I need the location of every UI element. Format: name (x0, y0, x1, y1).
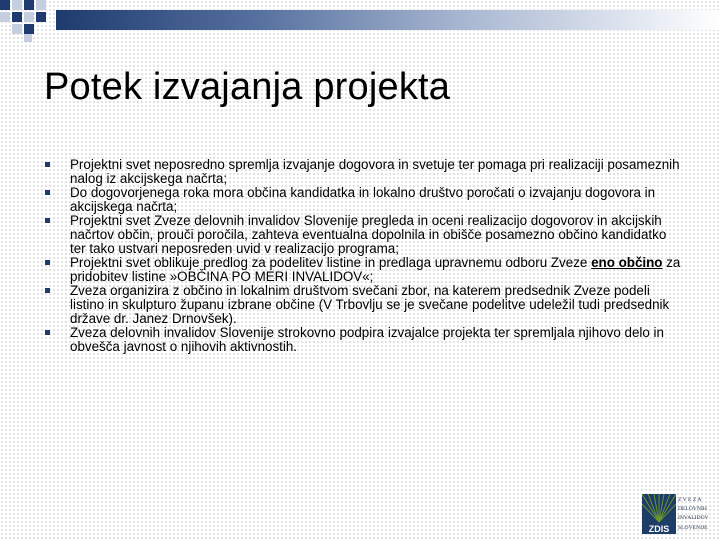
logo-line: INVALIDOV (678, 515, 709, 522)
logo-line: SLOVENIJE (678, 524, 708, 531)
bullet-list (44, 158, 684, 354)
bullet-item (44, 158, 684, 185)
square-bullet-icon (45, 190, 50, 195)
bullet-text: Zveza organizira z občino in lokalnim društvom svečani zbor, na katerem predsednik Zveze podeli listino in skulpturo županu izbrane občine (V Trbovlju se je svečane podelitve udeležil tudi predsednik države dr. Janez Drnovšek). (70, 283, 670, 326)
slide-title: Potek izvajanja projekta (44, 66, 451, 108)
square-bullet-icon (45, 162, 50, 167)
zdis-logo (642, 494, 714, 538)
logo-mark-text: ZDIS (648, 524, 670, 534)
bullet-text: Zveza delovnih invalidov Slovenije strokovno podpira izvajalce projekta ter spremljala njihovo delo in obvešča javnost o njihovih aktivnostih. (70, 325, 664, 354)
bullet-item (44, 284, 684, 325)
bullet-item (44, 186, 684, 213)
square-bullet-icon (45, 330, 50, 335)
square-bullet-icon (45, 218, 50, 223)
logo-line: Z V E Z A (678, 497, 702, 503)
corner-decoration (0, 0, 56, 44)
emphasis-text: eno občino (591, 255, 663, 271)
bullet-text: Projektni svet neposredno spremlja izvajanje dogovora in svetuje ter pomaga pri realizaciji posameznih nalog iz akcijskega načrta; (70, 157, 680, 186)
bullet-item (44, 326, 684, 353)
logo-line: DELOVNIH (678, 506, 707, 513)
square-bullet-icon (45, 260, 50, 265)
logo-text (678, 496, 716, 533)
bullet-item (44, 214, 684, 255)
bullet-item (44, 256, 684, 283)
bullet-text: Do dogovorjenega roka mora občina kandidatka in lokalno društvo poročati o izvajanju dogovora in akcijskega načrta; (70, 185, 656, 214)
logo-mark-icon (642, 494, 676, 534)
square-bullet-icon (45, 288, 50, 293)
bullet-text: Projektni svet Zveze delovnih invalidov Slovenije pregleda in oceni realizacijo dogovorov in akcijskih načrtov občin, prouči poročila, zahteva eventualna dopolnila in obišče posamezno občino kandidatko ter tako ustvari neposreden uvid v realizacijo programa; (70, 213, 667, 256)
bullet-text-end: za pridobitev listine »OBČINA PO MERI INVALIDOV«; (70, 255, 681, 284)
bullet-text-start: Projektni svet oblikuje predlog za podelitev listine in predlaga upravnemu odboru Zveze (70, 255, 592, 271)
header-gradient-bar (56, 10, 720, 30)
